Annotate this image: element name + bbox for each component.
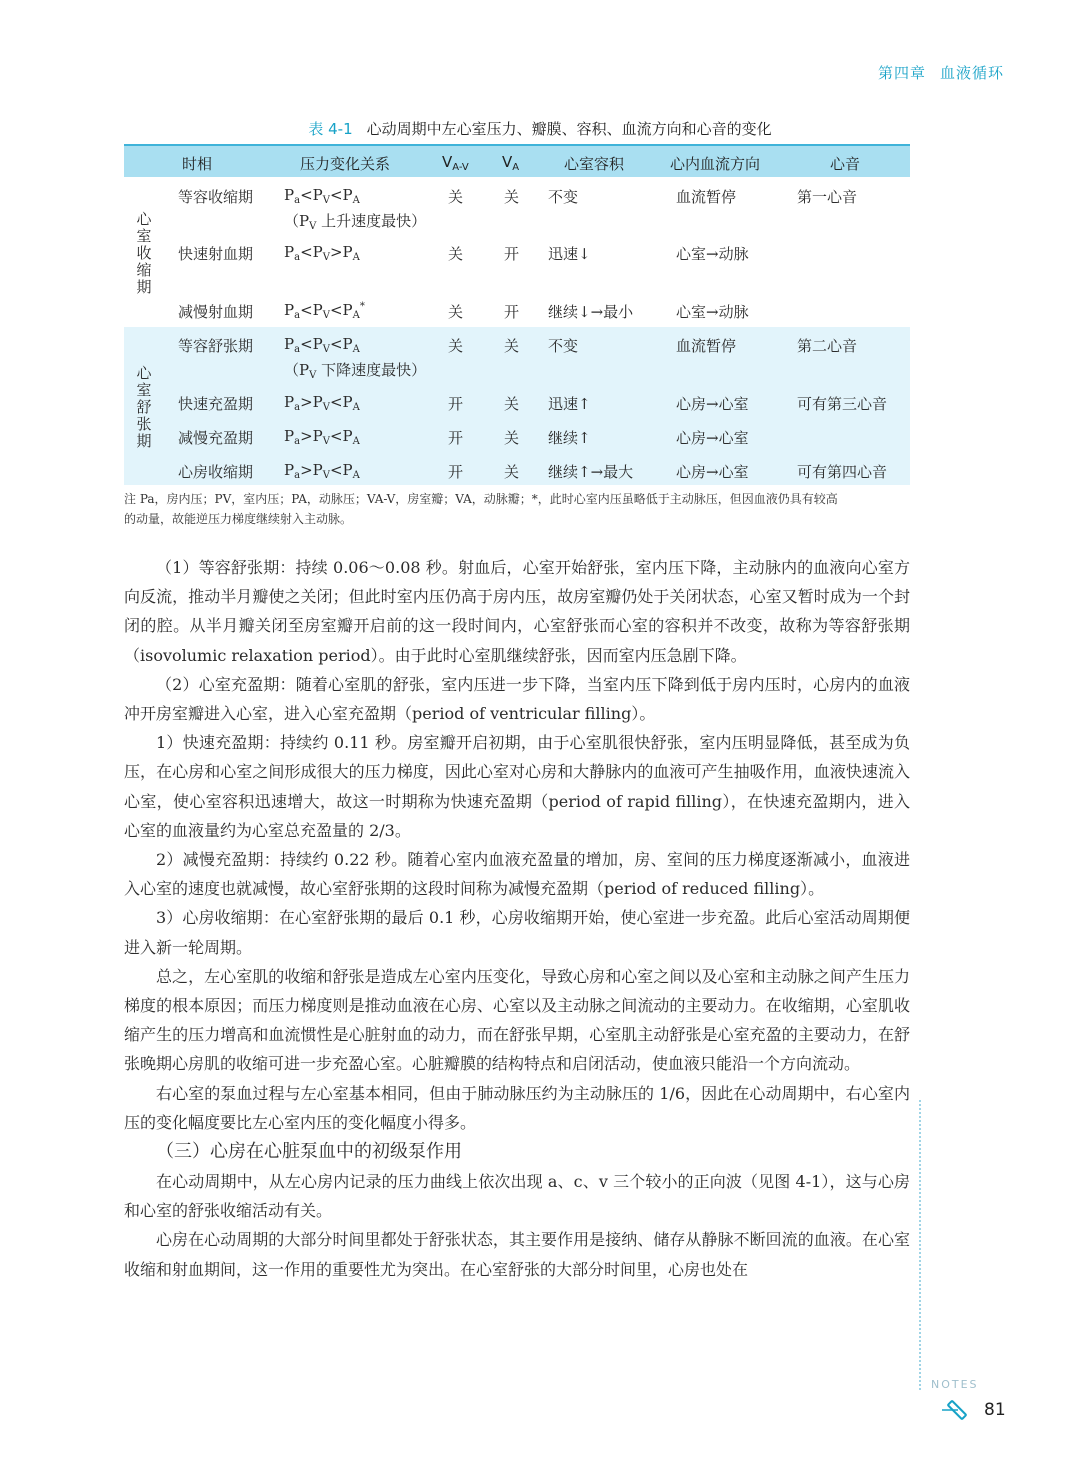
pressure-formula: $P_a<P_V<P_A$ — [284, 186, 360, 206]
pressure-formula: $P_a>P_V<P_A$ — [284, 427, 360, 447]
paragraph: （2）心室充盈期：随着心室肌的舒张，室内压进一步下降，当室内压下降到低于房内压时，心房内的血液冲开房室瓣进入心室，进入心室充盈期（period of ventricular filling）。 — [124, 674, 910, 724]
pressure-formula: $P_a<P_V<P_A^*$ — [284, 301, 365, 321]
col-volume: 心室容积 — [564, 155, 625, 173]
col-flow: 心内血流方向 — [670, 155, 761, 173]
paragraph: 1）快速充盈期：持续约 0.11 秒。房室瓣开启初期，由于心室肌很快舒张，室内压明显降低，甚至成为负压，在心房和心室之间形成很大的压力梯度，因此心室对心房和大静脉内的血液可产生抽吸作用，血液快速流入心室，使心室容积迅速增大，故这一时期称为快速充盈期（period of rapid filling），在快速充盈期内，进入心室的血液量约为心室总充盈量的 2/3。 — [124, 733, 910, 840]
col-sound: 心音 — [830, 155, 861, 173]
notes-margin-line — [919, 1100, 921, 1390]
notes-label: NOTES — [931, 1378, 979, 1391]
pencil-icon — [942, 1396, 972, 1426]
paragraph: 总之，左心室肌的收缩和舒张是造成左心室内压变化，导致心房和心室之间以及心室和主动脉之间产生压力梯度的根本原因；而压力梯度则是推动血液在心房、心室以及主动脉之间流动的主要动力。在收缩期，心室肌收缩产生的压力增高和血流惯性是心脏射血的动力，而在舒张早期，心室肌主动舒张是心室充盈的主要动力，在舒张晚期心房肌的收缩可进一步充盈心室。心脏瓣膜的结构特点和启闭活动，使血液只能沿一个方向流动。 — [124, 966, 910, 1074]
chapter-title: 血液循环 — [939, 64, 1004, 82]
diastole-group-label: 心室舒张期 — [136, 364, 152, 450]
table-note: 注 Pa，房内压；PV，室内压；PA，动脉压；VA-V，房室瓣；VA，动脉瓣；*，此时心室内压虽略低于主动脉压，但因血液仍具有较高 的动量，故能逆压力梯度继续射入主动脉。 — [124, 492, 838, 526]
chapter-number: 第四章 — [877, 64, 926, 82]
table-title — [0, 118, 1080, 139]
col-va: $V_A$ — [502, 153, 520, 173]
paragraph: 3）心房收缩期：在心室舒张期的最后 0.1 秒，心房收缩期开始，使心室进一步充盈。此后心室活动周期便进入新一轮周期。 — [124, 908, 910, 957]
table-caption: 心动周期中左心室压力、瓣膜、容积、血流方向和心音的变化 — [366, 120, 772, 138]
pressure-formula: $P_a>P_V<P_A$ — [284, 393, 360, 413]
paragraph: （1）等容舒张期：持续 0.06～0.08 秒。射血后，心室开始舒张，室内压下降，主动脉内的血液向心室方向反流，推动半月瓣使之关闭；但此时室内压仍高于房内压，故房室瓣仍处于关闭状态，心室又暂时成为一个封闭的腔。从半月瓣关闭至房室瓣开启前的这一段时间内，心室舒张而心室的容积并不改变，故称为等容舒张期（isovolumic relaxation period）。由于此时心室肌继续舒张，因而室内压急剧下降。 — [124, 558, 910, 665]
paragraph: 2）减慢充盈期：持续约 0.22 秒。随着心室内血液充盈量的增加，房、室间的压力梯度逐渐减小，血液进入心室的速度也就减慢，故心室舒张期的这段时间称为减慢充盈期（period of reduced filling）。 — [124, 850, 910, 899]
col-pressure: 压力变化关系 — [300, 155, 391, 173]
section-heading: （三）心房在心脏泵血中的初级泵作用 — [156, 1141, 462, 1163]
pressure-formula: $P_a>P_V<P_A$ — [284, 461, 360, 481]
pressure-formula: $P_a<P_V<P_A$ — [284, 335, 360, 355]
systole-group-label: 心室收缩期 — [136, 210, 152, 296]
table-header-row — [124, 144, 910, 177]
pressure-note: （$P_V$ 下降速度最快） — [284, 361, 427, 381]
paragraph: 右心室的泵血过程与左心室基本相同，但由于肺动脉压约为主动脉压的 1/6，因此在心动周期中，右心室内压的变化幅度要比左心室内压的变化幅度小得多。 — [124, 1083, 910, 1132]
pressure-formula: $P_a<P_V>P_A$ — [284, 243, 360, 263]
table-number: 表 4-1 — [308, 120, 353, 138]
paragraph: 在心动周期中，从左心房内记录的压力曲线上依次出现 a、c、v 三个较小的正向波（见图 4-1），这与心房和心室的舒张收缩活动有关。 — [124, 1172, 910, 1221]
diastole-section: 心室舒张期 等容舒张期 $P_a<P_V<P_A$ （$P_V$ 下降速度最快） 关 关 不变 血流暂停 第二心音 快速充盈期 $P_a>P_V<P_A$ 开 关 迅速↑ 心房→心室 可有第三心音 减慢充盈期 $P_a>P_V<P_A$ 开 关 继续↑ 心房→心室 心房收缩期 $P_a>P_V<P_A$ 开 关 继续↑→最大 心房→心室 可有第四心音 — [124, 327, 910, 485]
systole-section: 心室收缩期 等容收缩期 $P_a<P_V<P_A$ （$P_V$ 上升速度最快） 关 关 不变 血流暂停 第一心音 快速射血期 $P_a<P_V>P_A$ 关 开 迅速↓ 心室→动脉 减慢射血期 $P_a<P_V<P_A^*$ 关 开 继续↓→最小 心室→动脉 — [124, 177, 910, 327]
page-number: 81 — [984, 1400, 1006, 1420]
pressure-note: （$P_V$ 上升速度最快） — [284, 212, 427, 232]
paragraph: 心房在心动周期的大部分时间里都处于舒张状态，其主要作用是接纳、储存从静脉不断回流的血液。在心室收缩和射血期间，这一作用的重要性尤为突出。在心室舒张的大部分时间里，心房也处在 — [124, 1230, 910, 1279]
body-text — [124, 553, 910, 1284]
col-vav: $V_{A-V}$ — [442, 153, 469, 173]
cardiac-cycle-table — [124, 144, 910, 485]
col-phase: 时相 — [182, 155, 213, 173]
chapter-header — [878, 62, 1004, 83]
